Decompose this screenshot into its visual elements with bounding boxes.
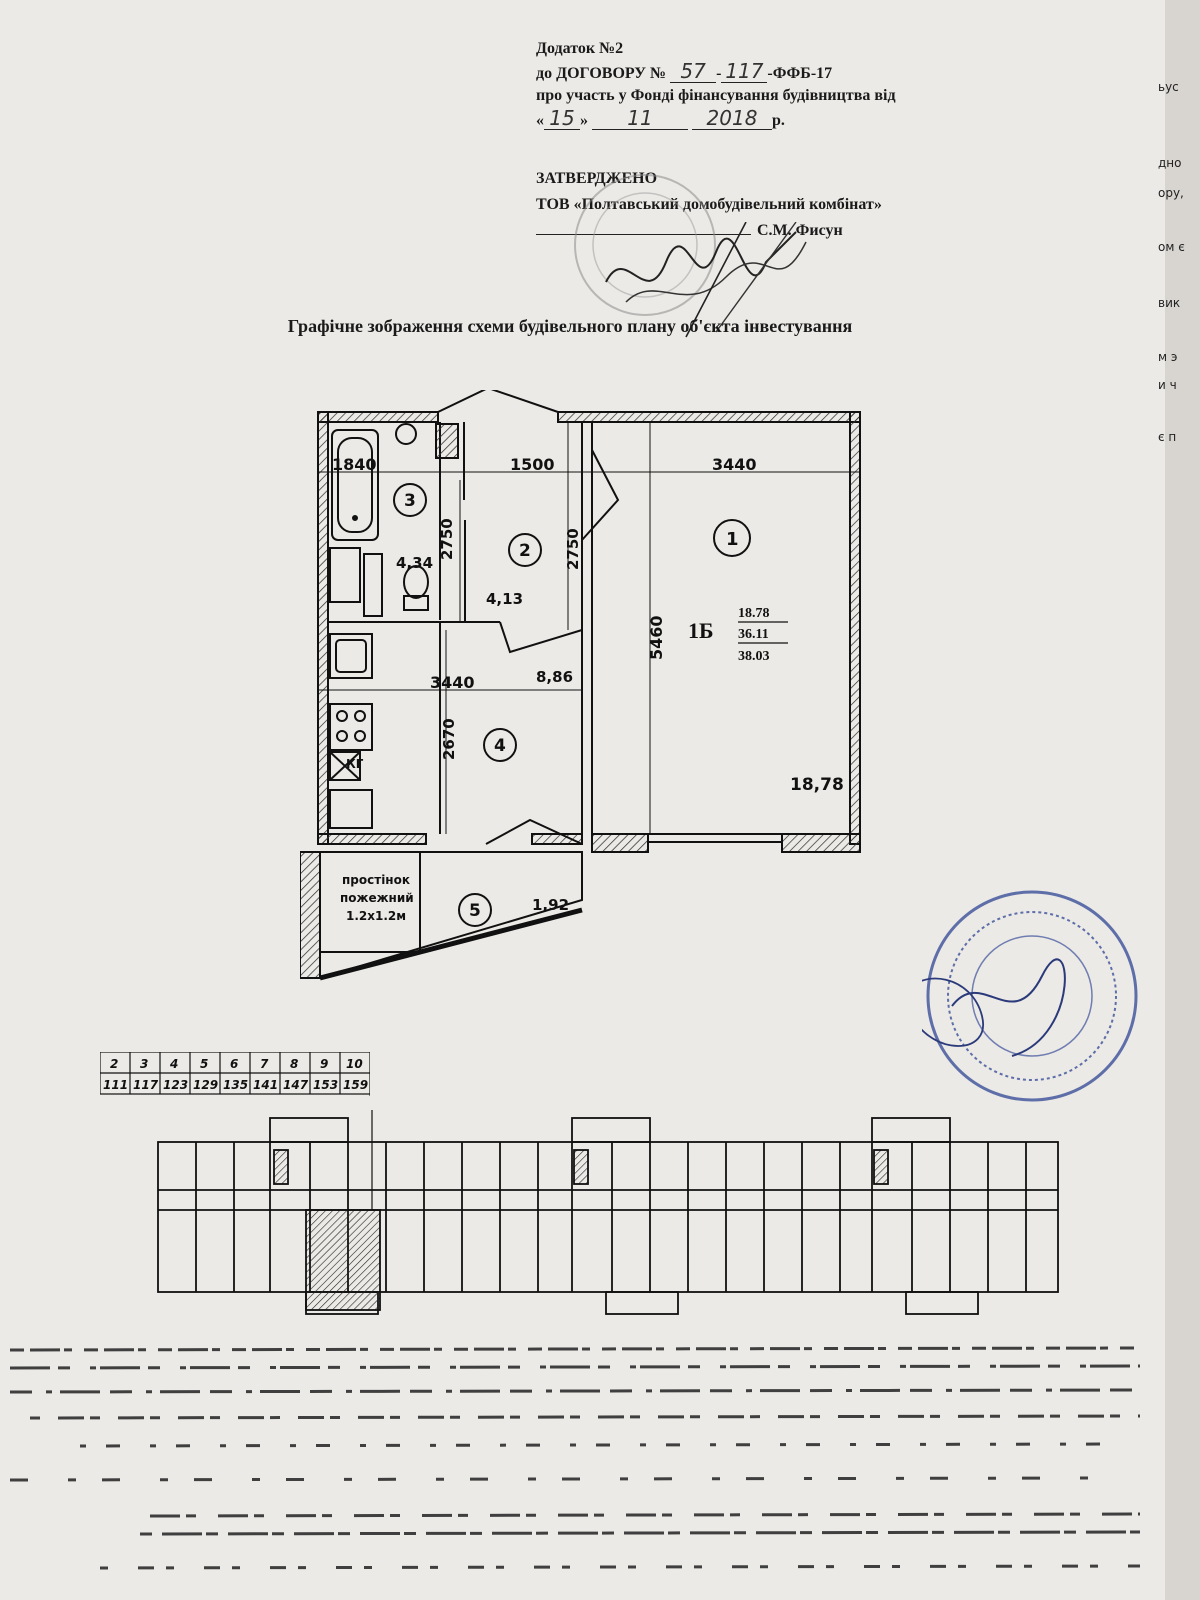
edge-fragment: и ч (1158, 378, 1177, 392)
participation-text: про участь у Фонді фінансування будівництва від (536, 87, 896, 104)
floor-cell: 5 (200, 1057, 209, 1071)
quote-close: » (580, 112, 588, 129)
room-2-number: 2 (519, 541, 531, 561)
contract-number-line (536, 60, 976, 85)
dim-2750-a: 2750 (438, 518, 456, 560)
contract-prefix: до ДОГОВОРУ № (536, 65, 667, 82)
olympia-company-stamp (922, 886, 1142, 1106)
date-day: 15 (544, 107, 580, 130)
edge-fragment: є п (1158, 430, 1177, 444)
highlighted-apartment (306, 1210, 380, 1310)
apartment-cell: 117 (133, 1078, 159, 1092)
date-year: 2018 (692, 107, 772, 130)
apt-gross-area: 38.03 (738, 649, 770, 664)
area-living: 18,78 (790, 775, 844, 795)
floor-cell: 3 (140, 1057, 149, 1071)
floor-cell: 9 (320, 1057, 329, 1071)
wall-top-left (318, 412, 438, 422)
boiler (396, 424, 416, 444)
wall-bottom-hall (532, 834, 582, 844)
vent-shaft (436, 424, 458, 458)
room-4-number: 4 (494, 736, 506, 756)
apartment-cell: 129 (193, 1078, 219, 1092)
apartment-floor-plan (300, 390, 880, 1000)
floor-cell: 8 (290, 1057, 299, 1071)
section-1-tower (270, 1118, 348, 1142)
kitchen-door (500, 622, 582, 652)
fridge (330, 790, 372, 828)
wall-bottom-living-a (592, 834, 648, 852)
area-bathroom: 4,34 (396, 554, 434, 572)
entry-door (438, 390, 558, 412)
bath-cabinet (364, 554, 382, 616)
floor-cell: 2 (110, 1057, 119, 1071)
dim-3440-mid: 3440 (430, 673, 475, 692)
room-5-number: 5 (469, 901, 481, 921)
gas-meter-label: КГ (346, 757, 364, 771)
date-month: 11 (592, 107, 688, 130)
balcony-note-1: простінок (342, 873, 410, 887)
wall-right (850, 412, 860, 844)
wall-top-right (558, 412, 860, 422)
apartment-cell: 141 (253, 1078, 279, 1092)
balcony-note-2: пожежний (340, 891, 414, 905)
room-3-number: 3 (404, 491, 416, 511)
floor-cell: 4 (170, 1057, 179, 1071)
edge-fragment: ьус (1158, 80, 1179, 94)
apt-living-area: 18.78 (738, 606, 770, 621)
apartment-cell: 147 (283, 1078, 309, 1092)
stove (330, 704, 372, 750)
living-door (582, 450, 618, 540)
document-title: Графічне зображення схеми будівельного плану об'єкта інвестування (287, 316, 853, 336)
photocopy-noise (0, 1340, 1160, 1600)
quote-open: « (536, 112, 544, 129)
dim-2670: 2670 (440, 718, 458, 760)
contract-date (536, 107, 976, 132)
section-2-tower (572, 1118, 650, 1142)
appendix-header (536, 38, 976, 132)
building-outline (158, 1142, 1058, 1292)
floors-apartments-table (100, 1052, 370, 1096)
balcony-wall (300, 852, 320, 978)
dim-1840: 1840 (332, 455, 377, 474)
approved-label: ЗАТВЕРДЖЕНО (536, 170, 658, 187)
room-1-number: 1 (726, 529, 739, 550)
dim-1500: 1500 (510, 455, 555, 474)
area-kitchen: 8,86 (536, 668, 574, 686)
year-suffix: р. (772, 112, 785, 129)
apartment-cell: 123 (163, 1078, 189, 1092)
area-balcony: 1,92 (532, 896, 570, 914)
dim-3440-top: 3440 (712, 455, 757, 474)
contract-suffix: -ФФБ-17 (767, 65, 833, 82)
edge-fragment: ом є (1158, 240, 1185, 254)
apartment-cell: 159 (343, 1078, 369, 1092)
edge-fragment: дно (1158, 156, 1182, 170)
edge-fragment: ору, (1158, 186, 1184, 200)
wall-left (318, 412, 328, 844)
contract-separator: - (716, 65, 722, 82)
stair-1 (274, 1150, 288, 1184)
appendix-number: Додаток №2 (536, 40, 624, 57)
dim-5460: 5460 (647, 615, 666, 660)
signatory-name: С.М. Фисун (757, 222, 843, 239)
floor-cell: 10 (346, 1057, 363, 1071)
dim-2750-b: 2750 (564, 528, 582, 570)
apartment-cell: 135 (223, 1078, 249, 1092)
section-3-tower (872, 1118, 950, 1142)
company-name: ТОВ «Полтавський домобудівельний комбінат» (536, 196, 882, 213)
balcony-note-3: 1.2х1.2м (346, 909, 407, 923)
contract-number-part1: 57 (670, 60, 716, 83)
floor-cell: 6 (230, 1057, 239, 1071)
floor-cell: 7 (260, 1057, 269, 1071)
stair-3 (874, 1150, 888, 1184)
apartment-type: 1Б (688, 618, 714, 643)
wall-bottom-kitchen (318, 834, 426, 844)
edge-fragment: м э (1158, 350, 1178, 364)
area-hall: 4,13 (486, 590, 524, 608)
apartment-cell: 111 (103, 1078, 129, 1092)
washing-machine (330, 548, 360, 602)
contract-number-part2: 117 (721, 60, 767, 83)
building-floor-overview (150, 1110, 1070, 1330)
edge-fragment: вик (1158, 296, 1181, 310)
apt-total-area: 36.11 (738, 627, 769, 642)
wall-bottom-living-b (782, 834, 860, 852)
apartment-cell: 153 (313, 1078, 339, 1092)
stair-2 (574, 1150, 588, 1184)
